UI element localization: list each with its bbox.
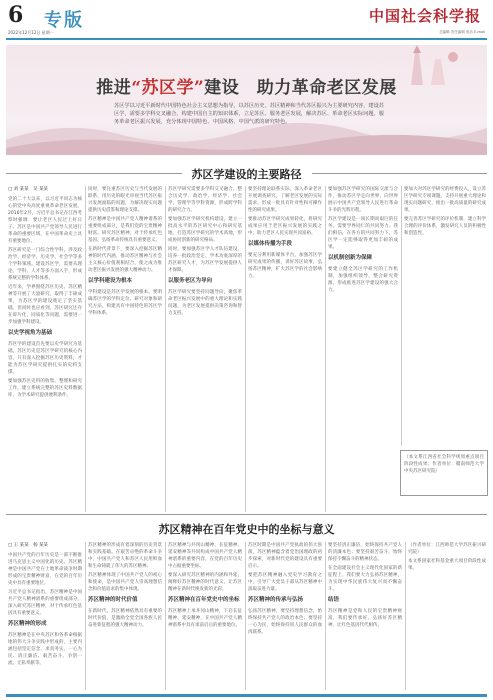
column-divider: [85, 186, 86, 512]
paragraph: （作者单位：江西师范大学苏区振兴研究院）: [408, 543, 486, 555]
subheading: 以学科建设为根本: [88, 278, 133, 284]
headline-highlight: “苏区学”: [131, 78, 205, 98]
paragraph: 要建立健全苏区学研究的工作机制，加强组织领导，整合研究资源，形成推进苏区学建设的强大合力。: [328, 267, 398, 293]
paragraph: 本文系国家社科基金重大项目阶段性成果。: [408, 559, 486, 571]
paragraph: 要加大对苏区学研究的经费投入，设立苏区学研究专项课题，支持开展重大理论和现实问题研究，推出一批高质量的研究成果。: [404, 187, 486, 213]
article-1-byline: □ 刘 某某 吴 某某: [8, 187, 49, 192]
paragraph: 苏区精神是在中央苏区和各革命根据地的伟大斗争实践中形成的，主要内涵包括坚定信念、求真务实、一心为民、清正廉洁、艰苦奋斗、争创一流、无私奉献等。: [8, 633, 82, 666]
article-2-column-4: [248, 542, 322, 690]
paragraph: 苏区研究是一门综合性学科，涉及政治学、经济学、历史学、社会学等多个学科领域。建设苏区学，需要从理论、学科、人才等多方面入手，形成系统完整的学科体系。: [8, 248, 82, 281]
paragraph: 苏区精神与井冈山精神、长征精神、延安精神等共同构成中国共产党人精神谱系的重要内容，在党的百年历史中占据重要坐标。: [168, 543, 242, 569]
issue-date: 2022年12月12日 星期一: [8, 30, 54, 35]
article-1-column-5: [328, 186, 398, 512]
subheading: 苏区精神的传承与弘扬: [248, 597, 304, 603]
paragraph: 苏区学的建设首先要以史学研究为基础。苏区历史是苏区学研究的核心内容，只有深入挖掘苏区历史资料，才能为苏区学研究提供扎实的史料支撑。: [8, 342, 82, 375]
paragraph: 苏区精神的形成有着深刻的历史背景和实践基础。在艰苦卓绝的革命斗争中，中国共产党人和苏区人民用鲜血和生命铸就了伟大的苏区精神。: [88, 543, 162, 569]
paragraph: 要深入研究苏区精神的内涵和外延，阐释好苏区精神的时代意义，让苏区精神在新时代焕发新的光彩。: [168, 573, 242, 592]
article-1-column-4: [248, 186, 322, 512]
article-2-heading: [6, 518, 487, 538]
subheading: 苏区精神的时代价值: [88, 597, 138, 603]
subheading: 以史学视角为基础: [8, 330, 53, 336]
paragraph: 同时，要注重苏区历史与当代发展的联系，用历史的眼光审视当代苏区振兴发展面临的问题，为解决现实问题提供历史借鉴和理论支撑。: [88, 187, 162, 213]
subheading: 以服务老区为导向: [168, 278, 213, 284]
paragraph: 近年来，学界围绕苏区历史、苏区精神等开展了大量研究，取得了丰硕成果，为苏区学的建设奠定了坚实基础。但同时也应看到，苏区研究还存在碎片化、同质化等问题，需要进一步加强学科建设。: [8, 285, 82, 325]
headline-suffix: 建设 助力革命老区发展: [204, 78, 397, 98]
article-1-column-2: [88, 186, 162, 512]
article-1-column-3: [168, 186, 242, 512]
author-note-text: （本文系江西省社会科学规划重点项目阶段性成果；作者单位：赣南师范大学中央苏区研究院）: [404, 455, 484, 474]
paragraph: 苏区精神是党和人民的宝贵精神财富，我们要传承好、弘扬好苏区精神，让红色基因代代相传。: [328, 609, 402, 628]
article-2-column-6: [408, 542, 486, 690]
article-2-byline: □ 王 某某 杨 某某: [8, 543, 49, 548]
column-divider: [245, 186, 246, 512]
author-note: [404, 454, 484, 492]
paragraph: 苏区精神体现了中国共产党人的初心和使命，是中国共产党人崇高理想信念和价值追求的集中体现。: [88, 573, 162, 592]
paragraph: 要坚持理论联系实际，深入革命老区开展调查研究，了解老区发展的实际需求，形成一批具有针对性和可操作性的研究成果。: [248, 187, 322, 213]
subheading: 苏区精神的形成: [8, 621, 47, 627]
paragraph: 苏区精神是中国共产党人精神谱系的重要组成部分，是我们党的宝贵精神财富。研究苏区精神，对于传承红色基因、弘扬革命传统具有重要意义。: [88, 217, 162, 243]
paragraph: 要加强苏区学研究的国际交流与合作，推动苏区学走向世界，向世界展示中国共产党领导人民进行革命斗争的光辉历程。: [328, 187, 398, 213]
paragraph: 要完善苏区学研究的评价机制，建立科学合理的评价体系，激发研究人员的积极性和创造性。: [404, 217, 486, 236]
column-divider: [85, 542, 86, 690]
paragraph: 在新时代，苏区精神依然具有重要的时代价值，是激励全党全国各族人民奋进新征程的强大精神动力。: [88, 609, 162, 628]
paragraph: 苏区学研究要坚持问题导向，聚焦革命老区振兴发展中的重大理论和实践问题，为老区发展提供决策咨询和智力支持。: [168, 290, 242, 316]
article-2-column-1: [8, 542, 82, 690]
newspaper-contacts: 总编辑 责任编辑 电话 E-mail: [439, 30, 485, 34]
column-divider: [165, 542, 166, 690]
subheading: 结语: [328, 597, 340, 603]
feature-banner: [6, 45, 487, 155]
newspaper-name: 中国社会科学报: [368, 7, 481, 25]
page-number: 6: [8, 2, 24, 28]
paragraph: 要加强苏区学研究机构建设，建立一批高水平的苏区研究中心和研究基地，打造苏区学研究的学术高地，形成协同创新的研究格局。: [168, 217, 242, 243]
paragraph: 在全面建设社会主义现代化国家的新征程上，我们要大力弘扬苏区精神，为实现中华民族伟大复兴而不懈奋斗。: [328, 566, 402, 592]
column-divider: [165, 186, 166, 512]
page-footer-rule: [6, 694, 487, 697]
column-divider: [245, 542, 246, 690]
column-divider: [401, 186, 402, 446]
subheading: 苏区精神在百年党史中的坐标: [168, 597, 240, 603]
article-2-column-3: [168, 542, 242, 690]
paragraph: 要坚持清正廉洁，始终保持共产党人的清廉本色；要坚持艰苦奋斗，始终保持不懈奋斗的精神状态。: [328, 543, 402, 562]
paragraph: 习近平总书记指出，苏区精神是中国共产党人精神谱系的重要组成部分。深入研究苏区精神，对于传承红色基因具有重要意义。: [8, 590, 82, 616]
paragraph: 弘扬苏区精神，要坚持理想信念，始终保持共产党人的政治本色；要坚持一心为民，始终保持同人民群众的血肉联系。: [248, 609, 322, 635]
paragraph: 苏区时期是中国共产党执政的伟大预演，苏区精神蕴含着党治国理政的初步探索，对新时代党的建设具有重要启示。: [248, 543, 322, 569]
column-divider: [325, 186, 326, 512]
paragraph: 党的二十大以来，以习近平同志为核心的党中央高度重视革命老区发展。2016年2月，习近平总书记在江西考察时强调：要让老区人民过上好日子。苏区是中国共产党领导人民进行革命的重要区域，在中国革命史上具有重要地位。: [8, 197, 82, 244]
masthead-rule: [6, 38, 487, 40]
paragraph: 要充分利用新媒体平台，加强苏区学研究成果的传播，讲好苏区故事，弘扬苏区精神，扩大苏区学的社会影响力。: [248, 253, 322, 279]
paragraph: 要推动苏区学研究成果转化，将研究成果应用于老区振兴发展的实践之中，助力老区人民实现共同富裕。: [248, 217, 322, 236]
article-1-title: 苏区学建设的主要路径: [182, 165, 312, 185]
paragraph: 学科建设是苏区学发展的根本。要明确苏区学的学科定位、研究对象和研究方法，构建具有中国特色的苏区学学科体系。: [88, 290, 162, 316]
article-1-column-1: [8, 186, 82, 512]
paragraph: 苏区学研究需要多学科交叉融合，整合历史学、政治学、经济学、社会学、管理学等学科资源，形成跨学科的研究合力。: [168, 187, 242, 213]
article-1-heading: [6, 163, 487, 183]
column-divider: [405, 542, 406, 690]
paragraph: 要加强苏区史料的收集、整理和研究工作，建立系统完整的苏区史料数据库，为学术研究提供便利条件。: [8, 379, 82, 398]
column-divider: [325, 542, 326, 690]
subheading: 以媒体传播为手段: [248, 241, 293, 247]
article-2-title: 苏区精神在百年党史中的坐标与意义: [149, 520, 345, 540]
article-2-column-2: [88, 542, 162, 690]
subheading: 以机制创新为保障: [328, 255, 373, 261]
edition-label: 专版: [44, 10, 84, 31]
paragraph: 同时，要加强苏区学人才队伍建设，培养一批政治坚定、学术功底深厚的苏区研究人才，为苏区学发展提供人才保障。: [168, 247, 242, 273]
paragraph: 要把苏区精神融入党史学习教育之中，引导广大党员干部从苏区精神中汲取奋进力量。: [248, 573, 322, 592]
paragraph: 在新时代背景下，要深入挖掘苏区精神的时代内涵，推动苏区精神与社会主义核心价值观相结合，使之成为推动老区振兴发展的强大精神动力。: [88, 247, 162, 273]
paragraph: 苏区学建设是一项长期而艰巨的任务，需要学界同仁的共同努力。我们相信，在各方的共同努力下，苏区学一定能够取得更加丰硕的成果。: [328, 217, 398, 250]
banner-summary: 苏区学以习近平新时代中国特色社会主义思想为指导，以苏区历史、苏区精神和当代苏区振兴为主要研究内容，建设苏区学，需要多学科交叉融合，构建中国自主的知识体系，立足苏区、服务老区发展，解决苏区、革命老区实际问题，服务革命老区振兴发展，充分体现中国特色、中国风格、中国气派的研究特色。: [114, 103, 384, 125]
author-note-box: [400, 450, 488, 496]
article-1-column-6: [404, 186, 486, 446]
paragraph: 中国共产党的百年历史是一部不断推进马克思主义中国化的历史。苏区精神是中国共产党在土地革命战争时期形成的宝贵精神财富，在党的百年历史中具有重要地位。: [8, 553, 82, 586]
article-separator: [6, 514, 487, 515]
headline-prefix: 推进: [96, 78, 132, 98]
article-2-column-5: [328, 542, 402, 690]
paragraph: 苏区精神上承井冈山精神，下启长征精神、延安精神，在中国共产党人精神谱系中具有承前启后的重要地位。: [168, 609, 242, 628]
banner-headline: [6, 73, 487, 98]
